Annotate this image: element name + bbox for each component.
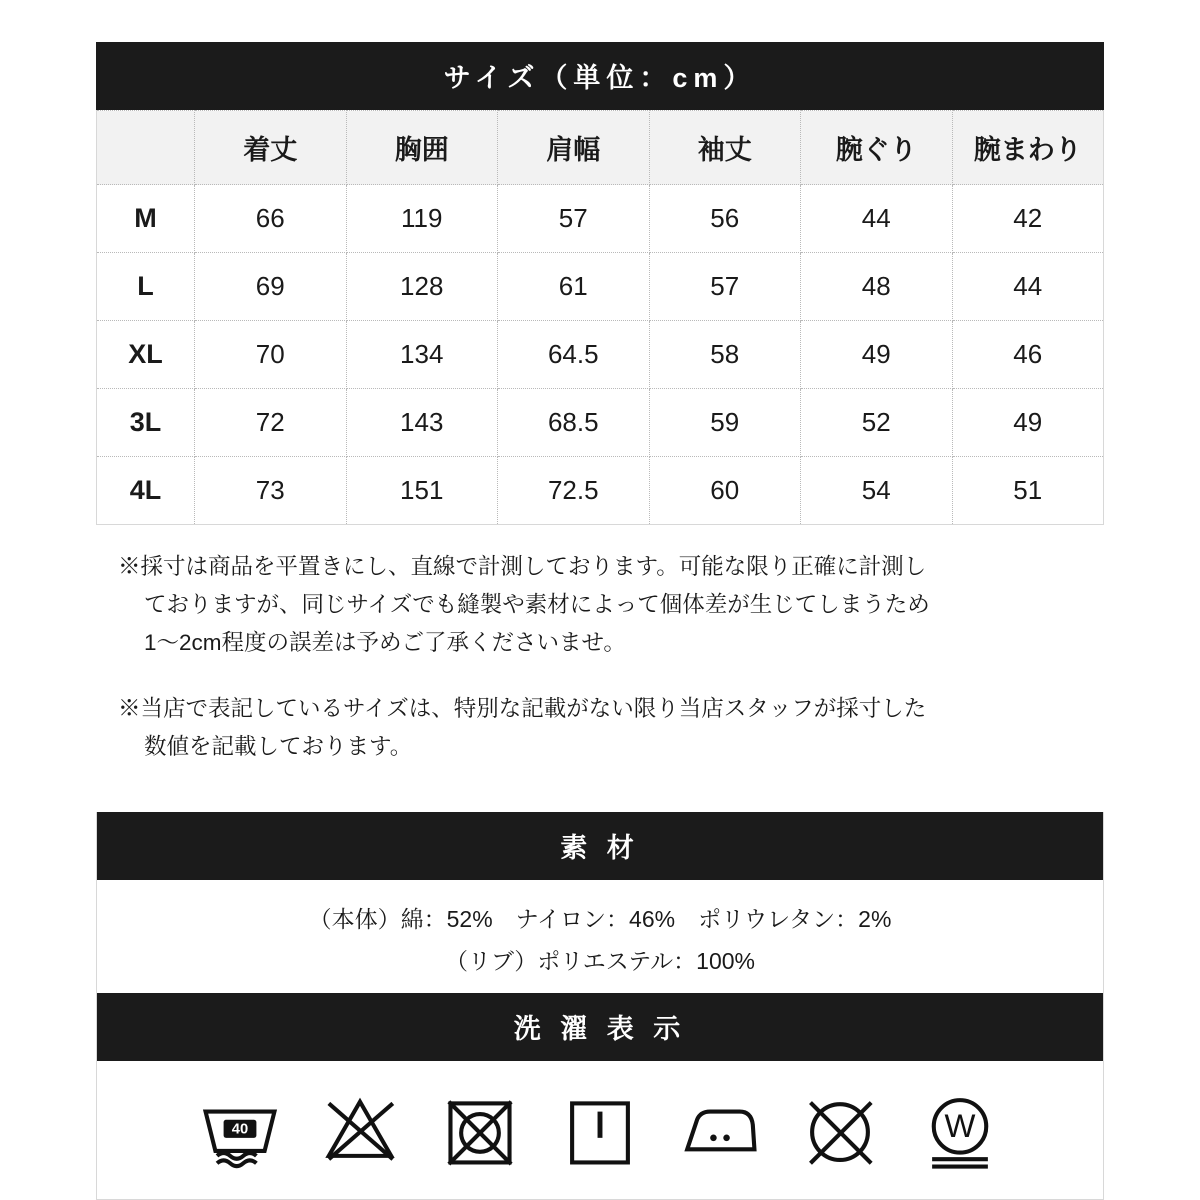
cell-sleeve: 60 bbox=[649, 457, 801, 525]
wash-care-section bbox=[96, 993, 1104, 1200]
size-table-head bbox=[97, 111, 1104, 185]
table-row bbox=[97, 185, 1104, 253]
note-line: 1〜2cm程度の誤差は予めご了承くださいませ。 bbox=[144, 630, 626, 655]
drip-dry-line-icon bbox=[559, 1087, 641, 1169]
cell-sleeve: 59 bbox=[649, 389, 801, 457]
no-dry-clean-icon bbox=[799, 1087, 881, 1169]
cell-sleeve: 57 bbox=[649, 253, 801, 321]
note-line: 数値を記載しております。 bbox=[144, 734, 413, 759]
table-header-row bbox=[97, 111, 1104, 185]
cell-armhole: 44 bbox=[801, 185, 953, 253]
col-header-empty bbox=[97, 111, 195, 185]
cell-arm-circumference: 42 bbox=[952, 185, 1104, 253]
row-size-label: L bbox=[97, 253, 195, 321]
cell-sleeve: 58 bbox=[649, 321, 801, 389]
cell-shoulder: 72.5 bbox=[498, 457, 650, 525]
no-bleach-icon bbox=[319, 1087, 401, 1169]
col-header-shoulder: 肩幅 bbox=[498, 111, 650, 185]
material-section-title: 素 材 bbox=[97, 812, 1103, 880]
cell-armhole: 54 bbox=[801, 457, 953, 525]
cell-chest: 128 bbox=[346, 253, 498, 321]
material-line-body: （本体）綿：52% ナイロン：46% ポリウレタン：2% bbox=[308, 906, 892, 932]
table-row bbox=[97, 321, 1104, 389]
cell-length: 66 bbox=[195, 185, 347, 253]
cell-shoulder: 61 bbox=[498, 253, 650, 321]
cell-sleeve: 56 bbox=[649, 185, 801, 253]
cell-arm-circumference: 51 bbox=[952, 457, 1104, 525]
cell-arm-circumference: 44 bbox=[952, 253, 1104, 321]
table-row bbox=[97, 253, 1104, 321]
cell-chest: 119 bbox=[346, 185, 498, 253]
wet-clean-w-icon bbox=[919, 1087, 1001, 1169]
cell-length: 70 bbox=[195, 321, 347, 389]
note-line: ※当店で表記しているサイズは、特別な記載がない限り当店スタッフが採寸した bbox=[118, 696, 927, 721]
size-section-title: サイズ（単位：cm） bbox=[96, 42, 1104, 110]
svg-text:W: W bbox=[944, 1107, 976, 1145]
row-size-label: 4L bbox=[97, 457, 195, 525]
wash-section-title: 洗 濯 表 示 bbox=[97, 993, 1103, 1061]
table-row bbox=[97, 389, 1104, 457]
measurement-note bbox=[118, 548, 1098, 662]
cell-chest: 134 bbox=[346, 321, 498, 389]
cell-length: 72 bbox=[195, 389, 347, 457]
col-header-length: 着丈 bbox=[195, 111, 347, 185]
size-table-body bbox=[97, 185, 1104, 525]
row-size-label: M bbox=[97, 185, 195, 253]
material-section bbox=[96, 812, 1104, 1003]
cell-arm-circumference: 49 bbox=[952, 389, 1104, 457]
iron-low-icon bbox=[679, 1087, 761, 1169]
cell-arm-circumference: 46 bbox=[952, 321, 1104, 389]
svg-text:40: 40 bbox=[231, 1121, 249, 1138]
wash-40-icon bbox=[199, 1087, 281, 1169]
cell-chest: 151 bbox=[346, 457, 498, 525]
col-header-chest: 胸囲 bbox=[346, 111, 498, 185]
note-line: ておりますが、同じサイズでも縫製や素材によって個体差が生じてしまうため bbox=[144, 592, 930, 617]
material-line-rib: （リブ）ポリエステル：100% bbox=[445, 948, 755, 974]
staff-measure-note bbox=[118, 690, 1098, 766]
notes-section bbox=[118, 548, 1098, 794]
wash-icon-row bbox=[97, 1061, 1103, 1199]
material-body bbox=[97, 880, 1103, 1002]
note-line: ※採寸は商品を平置きにし、直線で計測しております。可能な限り正確に計測し bbox=[118, 554, 927, 579]
cell-shoulder: 68.5 bbox=[498, 389, 650, 457]
cell-armhole: 52 bbox=[801, 389, 953, 457]
col-header-armhole: 腕ぐり bbox=[801, 111, 953, 185]
cell-armhole: 49 bbox=[801, 321, 953, 389]
cell-length: 73 bbox=[195, 457, 347, 525]
table-row bbox=[97, 457, 1104, 525]
cell-length: 69 bbox=[195, 253, 347, 321]
col-header-arm-circumference: 腕まわり bbox=[952, 111, 1104, 185]
no-tumble-dry-icon bbox=[439, 1087, 521, 1169]
size-section bbox=[96, 42, 1104, 525]
row-size-label: 3L bbox=[97, 389, 195, 457]
cell-armhole: 48 bbox=[801, 253, 953, 321]
cell-shoulder: 64.5 bbox=[498, 321, 650, 389]
row-size-label: XL bbox=[97, 321, 195, 389]
col-header-sleeve: 袖丈 bbox=[649, 111, 801, 185]
cell-chest: 143 bbox=[346, 389, 498, 457]
size-table bbox=[96, 110, 1104, 525]
cell-shoulder: 57 bbox=[498, 185, 650, 253]
